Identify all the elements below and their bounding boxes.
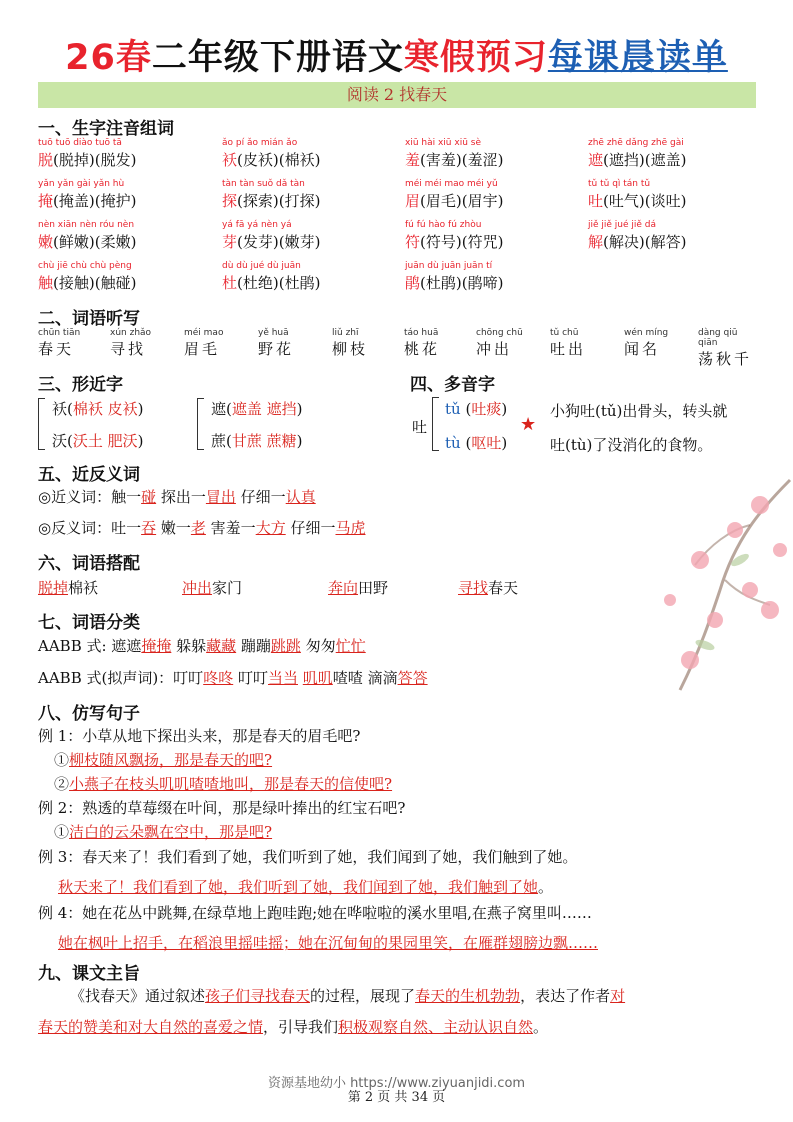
char-words: 杜(杜绝)(杜鹃) [222, 274, 321, 292]
similar-a2: 沃(沃土 肥沃) [52, 432, 144, 450]
dictation-pinyin: dàng qiū qiān [698, 328, 738, 348]
example1-answer1: ①柳枝随风飘扬，那是春天的吧? [54, 751, 273, 769]
char-words: 鹃(杜鹃)(鹃啼) [405, 274, 504, 292]
antonyms-line: ◎反义词：吐一吞 嫩一老 害羞一大方 仔细一马虎 [38, 519, 366, 537]
dictation-item [258, 328, 318, 359]
char-words: 眉(眉毛)(眉宇) [405, 192, 504, 210]
collocation-2: 冲出家门 [182, 579, 243, 597]
example3: 例 3：春天来了！我们看到了她，我们听到了她，我们闻到了她，我们触到了她。 [38, 848, 578, 866]
dictation-item [404, 328, 464, 359]
dictation-pinyin: táo huā [404, 328, 439, 338]
char-pinyin: fú fú hào fú zhòu [405, 220, 482, 230]
char-pinyin: tǔ tǔ qì tán tǔ [588, 179, 651, 189]
example2: 例 2：熟透的草莓缀在叶间，那是绿叶捧出的红宝石吧? [38, 799, 406, 817]
char-words: 解(解决)(解答) [588, 233, 687, 251]
dictation-pinyin: liǔ zhī [332, 328, 359, 338]
page-title [0, 30, 793, 80]
dictation-item [38, 328, 98, 359]
dictation-pinyin: tǔ chū [550, 328, 579, 338]
section9-heading: 九、课文主旨 [38, 964, 140, 984]
char-words: 掩(掩盖)(掩护) [38, 192, 137, 210]
lesson-banner: 阅读 2 找春天 [38, 82, 756, 108]
title-part1: 26春 [65, 38, 152, 78]
dictation-pinyin: chūn tiān [38, 328, 81, 338]
title-part2: 二年级下册语文 [151, 38, 404, 78]
dictation-word: 野花 [258, 340, 295, 358]
polyphone-sentence2: 吐(tù)了没消化的食物。 [550, 436, 713, 454]
dictation-word: 桃花 [404, 340, 441, 358]
section6-heading: 六、词语搭配 [38, 554, 140, 574]
bracket-poly [432, 397, 439, 451]
section1-heading: 一、生字注音组词 [38, 119, 174, 139]
char-pinyin: tuō tuō diào tuō tā [38, 138, 122, 148]
dictation-item [184, 328, 244, 359]
section3-heading: 三、形近字 [38, 375, 123, 395]
example3-answer: 秋天来了！我们看到了她，我们听到了她，我们闻到了她，我们触到了她。 [58, 878, 554, 896]
char-words: 脱(脱掉)(脱发) [38, 151, 137, 169]
classify-line1: AABB 式: 遮遮掩掩 躲躲藏藏 蹦蹦跳跳 匆匆忙忙 [38, 637, 366, 655]
char-words: 触(接触)(触碰) [38, 274, 137, 292]
char-pinyin: méi méi mao méi yǔ [405, 179, 498, 189]
section2-heading: 二、词语听写 [38, 309, 140, 329]
polyphone-reading1: tǔ (吐痰) [445, 400, 508, 418]
char-pinyin: ǎo pí ǎo mián ǎo [222, 138, 298, 148]
char-words: 羞(害羞)(羞涩) [405, 151, 504, 169]
similar-a1: 袄(棉袄 皮袄) [52, 400, 144, 418]
similar-b1: 遮(遮盖 遮挡) [211, 400, 303, 418]
dictation-pinyin: méi mao [184, 328, 224, 338]
dictation-word: 春天 [38, 340, 75, 358]
polyphone-reading2: tù (呕吐) [445, 434, 508, 452]
section8-heading: 八、仿写句子 [38, 704, 140, 724]
polyphone-char: 吐 [412, 418, 428, 436]
char-pinyin: chù jiē chù chù pèng [38, 261, 132, 271]
dictation-word: 吐出 [550, 340, 587, 358]
dictation-word: 寻找 [110, 340, 147, 358]
footer-source: 资源基地幼小 https://www.ziyuanjidi.com [267, 1076, 526, 1091]
title-part4: 每课晨读单 [547, 38, 728, 78]
char-pinyin: yá fā yá nèn yá [222, 220, 292, 230]
char-words: 袄(皮袄)(棉袄) [222, 151, 321, 169]
star-icon: ★ [520, 414, 537, 435]
char-words: 符(符号)(符咒) [405, 233, 504, 251]
title-part3: 寒假预习 [403, 38, 548, 78]
dictation-item [476, 328, 536, 359]
blossom-branch-image [640, 470, 793, 710]
dictation-word: 闻名 [624, 340, 661, 358]
dictation-word: 荡秋千 [698, 350, 753, 368]
page-number: 第 2 页 共 34 页 [347, 1090, 446, 1105]
dictation-item [110, 328, 170, 359]
dictation-pinyin: xún zhǎo [110, 328, 152, 338]
dictation-word: 眉毛 [184, 340, 221, 358]
section5-heading: 五、近反义词 [38, 465, 140, 485]
char-pinyin: xiū hài xiū xiū sè [405, 138, 481, 148]
dictation-item [332, 328, 392, 359]
section7-heading: 七、词语分类 [38, 613, 140, 633]
char-pinyin: juān dù juān juān tí [405, 261, 493, 271]
theme-line2: 春天的赞美和对大自然的喜爱之情，引导我们积极观察自然、主动认识自然。 [38, 1018, 549, 1036]
char-words: 遮(遮挡)(遮盖) [588, 151, 687, 169]
example1: 例 1：小草从地下探出头来，那是春天的眉毛吧? [38, 727, 361, 745]
classify-line2: AABB 式(拟声词)：叮叮咚咚 叮叮当当 叽叽喳喳 滴滴答答 [38, 669, 428, 687]
char-pinyin: dù dù jué dù juān [222, 261, 301, 271]
collocation-1: 脱掉棉袄 [38, 579, 99, 597]
bracket-left [38, 398, 45, 450]
synonyms-line: ◎近义词：触一碰 探出一冒出 仔细一认真 [38, 488, 316, 506]
bracket-right [197, 398, 204, 450]
char-words: 探(探索)(打探) [222, 192, 321, 210]
dictation-word: 冲出 [476, 340, 513, 358]
char-pinyin: yǎn yǎn gài yǎn hù [38, 179, 125, 189]
collocation-4: 寻找春天 [458, 579, 519, 597]
char-pinyin: jiě jiě jué jiě dá [588, 220, 657, 230]
dictation-word: 柳枝 [332, 340, 369, 358]
char-words: 芽(发芽)(嫩芽) [222, 233, 321, 251]
char-pinyin: zhē zhē dǎng zhē gài [588, 138, 684, 148]
theme-line1: 《找春天》通过叙述孩子们寻找春天的过程，展现了春天的生机勃勃，表达了作者对 [70, 987, 626, 1005]
polyphone-sentence1: 小狗吐(tǔ)出骨头，转头就 [550, 402, 728, 420]
section4-heading: 四、多音字 [410, 375, 495, 395]
char-pinyin: tàn tàn suǒ dǎ tàn [222, 179, 305, 189]
dictation-item [550, 328, 610, 359]
example1-answer2: ②小燕子在枝头叽叽喳喳地叫，那是春天的信使吧? [54, 775, 393, 793]
example4-answer: 她在枫叶上招手，在稻浪里摇哇摇；她在沉甸甸的果园里笑，在雁群翅膀边飘…… [58, 934, 599, 952]
dictation-pinyin: chōng chū [476, 328, 523, 338]
collocation-3: 奔向田野 [328, 579, 389, 597]
char-words: 吐(吐气)(谈吐) [588, 192, 687, 210]
example2-answer: ①洁白的云朵飘在空中，那是吧? [54, 823, 273, 841]
example4: 例 4：她在花丛中跳舞,在绿草地上跑哇跑;她在哗啦啦的溪水里唱,在燕子窝里叫…… [38, 904, 592, 922]
dictation-item [698, 328, 758, 369]
char-words: 嫩(鲜嫩)(柔嫩) [38, 233, 137, 251]
dictation-pinyin: yě huā [258, 328, 289, 338]
similar-b2: 蔗(甘蔗 蔗糖) [211, 432, 303, 450]
dictation-item [624, 328, 684, 359]
dictation-pinyin: wén míng [624, 328, 669, 338]
char-pinyin: nèn xiān nèn róu nèn [38, 220, 135, 230]
